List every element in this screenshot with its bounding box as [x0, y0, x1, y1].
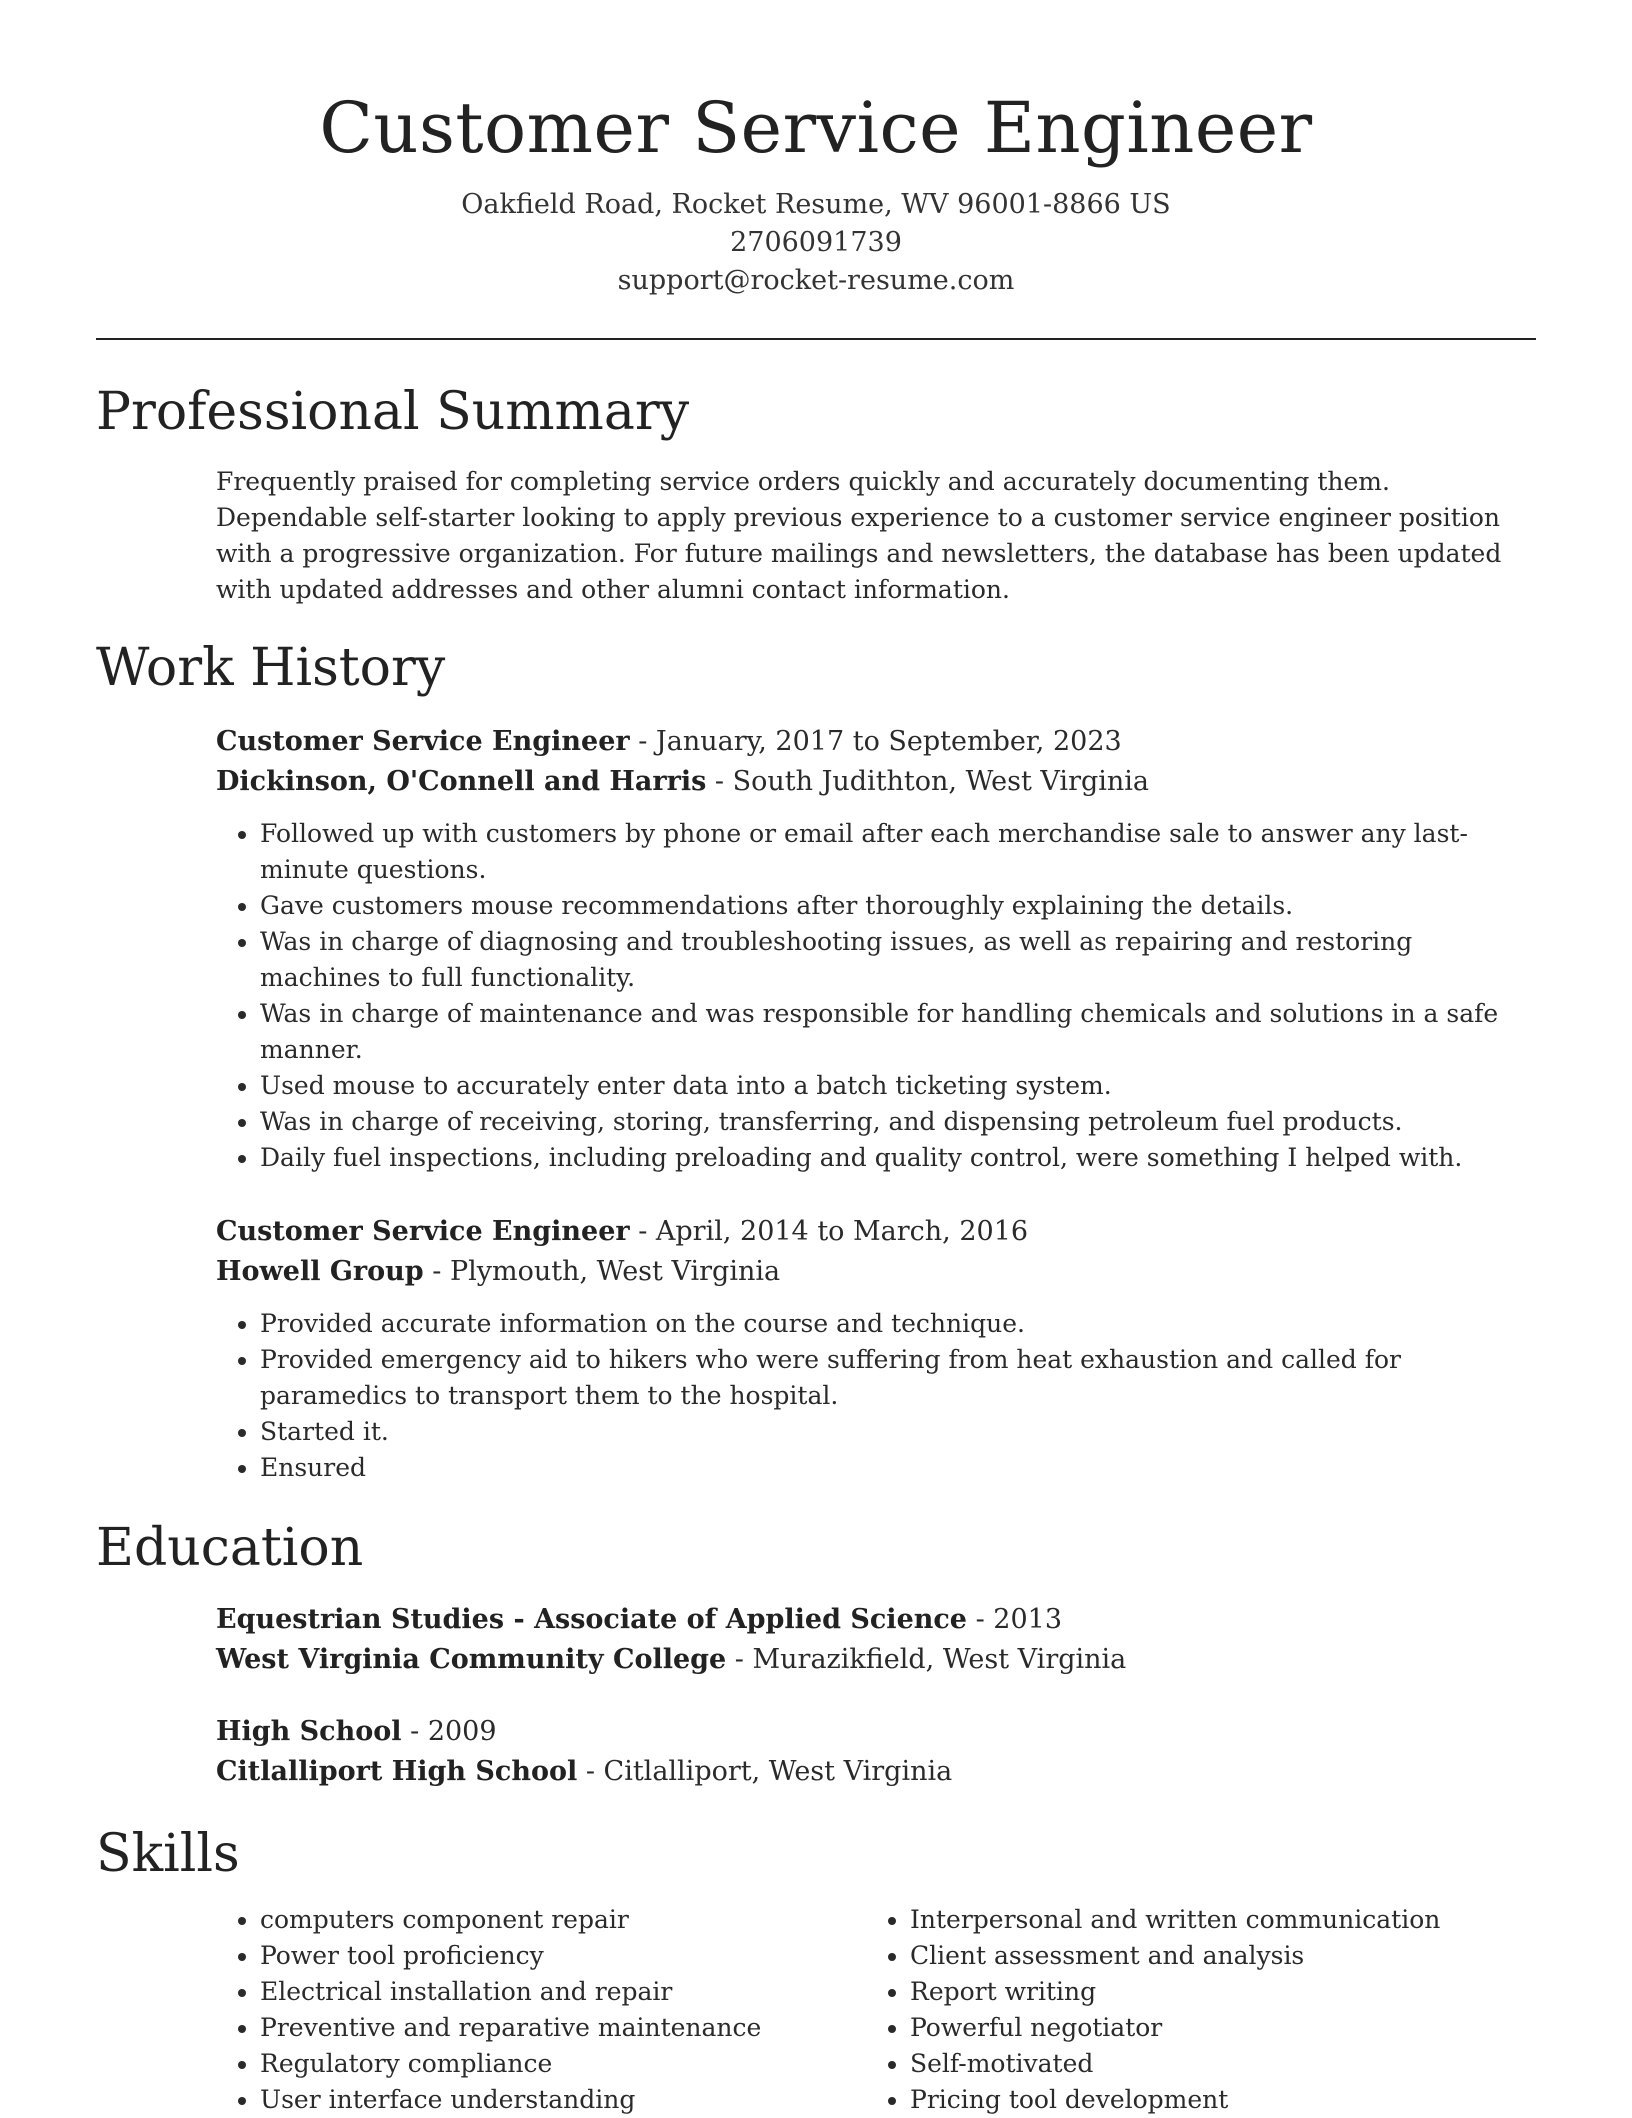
- list-item: • Provided emergency aid to hikers who were suffering from heat exhaustion and called for paramedics to transport them to the hospital.: [260, 1342, 1536, 1414]
- job-dates: - April, 2014 to March, 2016: [629, 1216, 1029, 1247]
- list-item: • Was in charge of receiving, storing, transferring, and dispensing petroleum fuel products.: [260, 1104, 1536, 1140]
- skill-item: • Pricing tool development: [910, 2082, 1516, 2118]
- job-bullets: [216, 1306, 1536, 1486]
- work-history-section: [96, 636, 1536, 1486]
- education-title: Education: [96, 1518, 364, 1578]
- list-item: • Provided accurate information on the course and technique.: [260, 1306, 1536, 1342]
- skills-title: Skills: [96, 1824, 240, 1884]
- job-company: Dickinson, O'Connell and Harris: [216, 766, 707, 797]
- job-location: - South Judithton, West Virginia: [706, 766, 1150, 797]
- list-item: • Followed up with customers by phone or email after each merchandise sale to answer any last-minute questions.: [260, 816, 1536, 888]
- list-item: • Used mouse to accurately enter data into a batch ticketing system.: [260, 1068, 1536, 1104]
- contact-address: Oakfield Road, Rocket Resume, WV 96001-8866 US: [461, 189, 1171, 220]
- job-company: Howell Group: [216, 1256, 424, 1287]
- education-location: - Murazikfield, West Virginia: [726, 1644, 1127, 1675]
- job-company-line: [216, 1252, 1536, 1292]
- skill-item: • User interface understanding: [260, 2082, 866, 2118]
- job-title-line: [216, 722, 1536, 762]
- education-school: Citlalliport High School: [216, 1756, 578, 1787]
- skill-item: • computers component repair: [260, 1902, 866, 1938]
- education-school: West Virginia Community College: [216, 1644, 727, 1675]
- skills-grid: [216, 1902, 1536, 2118]
- skill-item: • Report writing: [910, 1974, 1516, 2010]
- skills-list-right: [866, 1902, 1516, 2118]
- skill-item: • Power tool proficiency: [260, 1938, 866, 1974]
- resume-header: [96, 0, 1536, 300]
- education-section: [96, 1516, 1536, 1792]
- list-item: • Was in charge of maintenance and was responsible for handling chemicals and solutions in a safe manner.: [260, 996, 1536, 1068]
- job-role: Customer Service Engineer: [216, 1216, 630, 1247]
- list-item: • Daily fuel inspections, including preloading and quality control, were something I helped with.: [260, 1140, 1536, 1176]
- list-item: • Gave customers mouse recommendations after thoroughly explaining the details.: [260, 888, 1536, 924]
- candidate-name: Customer Service Engineer: [319, 87, 1313, 169]
- education-degree-line: [216, 1712, 1536, 1752]
- education-school-line: [216, 1752, 1536, 1792]
- skill-item: • Client assessment and analysis: [910, 1938, 1516, 1974]
- education-year: - 2009: [401, 1716, 497, 1747]
- skills-section: [96, 1822, 1536, 2118]
- skills-column-left: [216, 1902, 866, 2118]
- education-entry: [216, 1712, 1536, 1792]
- summary-section: [96, 380, 1536, 608]
- contact-block: [96, 186, 1536, 300]
- education-school-line: [216, 1640, 1536, 1680]
- education-entry: [216, 1600, 1536, 1680]
- job-title-line: [216, 1212, 1536, 1252]
- work-history-title: Work History: [96, 638, 446, 698]
- skill-item: • Interpersonal and written communication: [910, 1902, 1516, 1938]
- skill-item: • Powerful negotiator: [910, 2010, 1516, 2046]
- skills-column-right: [866, 1902, 1516, 2118]
- education-location: - Citlalliport, West Virginia: [577, 1756, 953, 1787]
- job-entry: [216, 722, 1536, 1176]
- education-field: Equestrian Studies - Associate of Applied Science: [216, 1604, 967, 1635]
- job-role: Customer Service Engineer: [216, 726, 630, 757]
- job-bullets: [216, 816, 1536, 1176]
- header-divider: [96, 338, 1536, 340]
- list-item: • Was in charge of diagnosing and troubleshooting issues, as well as repairing and restoring machines to full functionality.: [260, 924, 1536, 996]
- job-dates: - January, 2017 to September, 2023: [629, 726, 1122, 757]
- list-item: • Started it.: [260, 1414, 1536, 1450]
- summary-title: Professional Summary: [96, 382, 690, 442]
- job-location: - Plymouth, West Virginia: [423, 1256, 781, 1287]
- contact-phone: 2706091739: [730, 227, 902, 258]
- list-item: • Ensured: [260, 1450, 1536, 1486]
- contact-email: support@rocket-resume.com: [617, 265, 1015, 296]
- skill-item: • Regulatory compliance: [260, 2046, 866, 2082]
- skill-item: • Self-motivated: [910, 2046, 1516, 2082]
- summary-text: Frequently praised for completing service orders quickly and accurately documenting them. Dependable self-starter looking to apply previous experience to a customer service engineer position with a progressive organization. For future mailings and newsletters, the database has been updated with updated addresses and other alumni contact information.: [216, 467, 1502, 604]
- skill-item: • Preventive and reparative maintenance: [260, 2010, 866, 2046]
- education-degree-line: [216, 1600, 1536, 1640]
- skills-list-left: [216, 1902, 866, 2118]
- skill-item: • Electrical installation and repair: [260, 1974, 866, 2010]
- job-entry: [216, 1212, 1536, 1486]
- education-year: - 2013: [967, 1604, 1063, 1635]
- job-company-line: [216, 762, 1536, 802]
- education-field: High School: [216, 1716, 402, 1747]
